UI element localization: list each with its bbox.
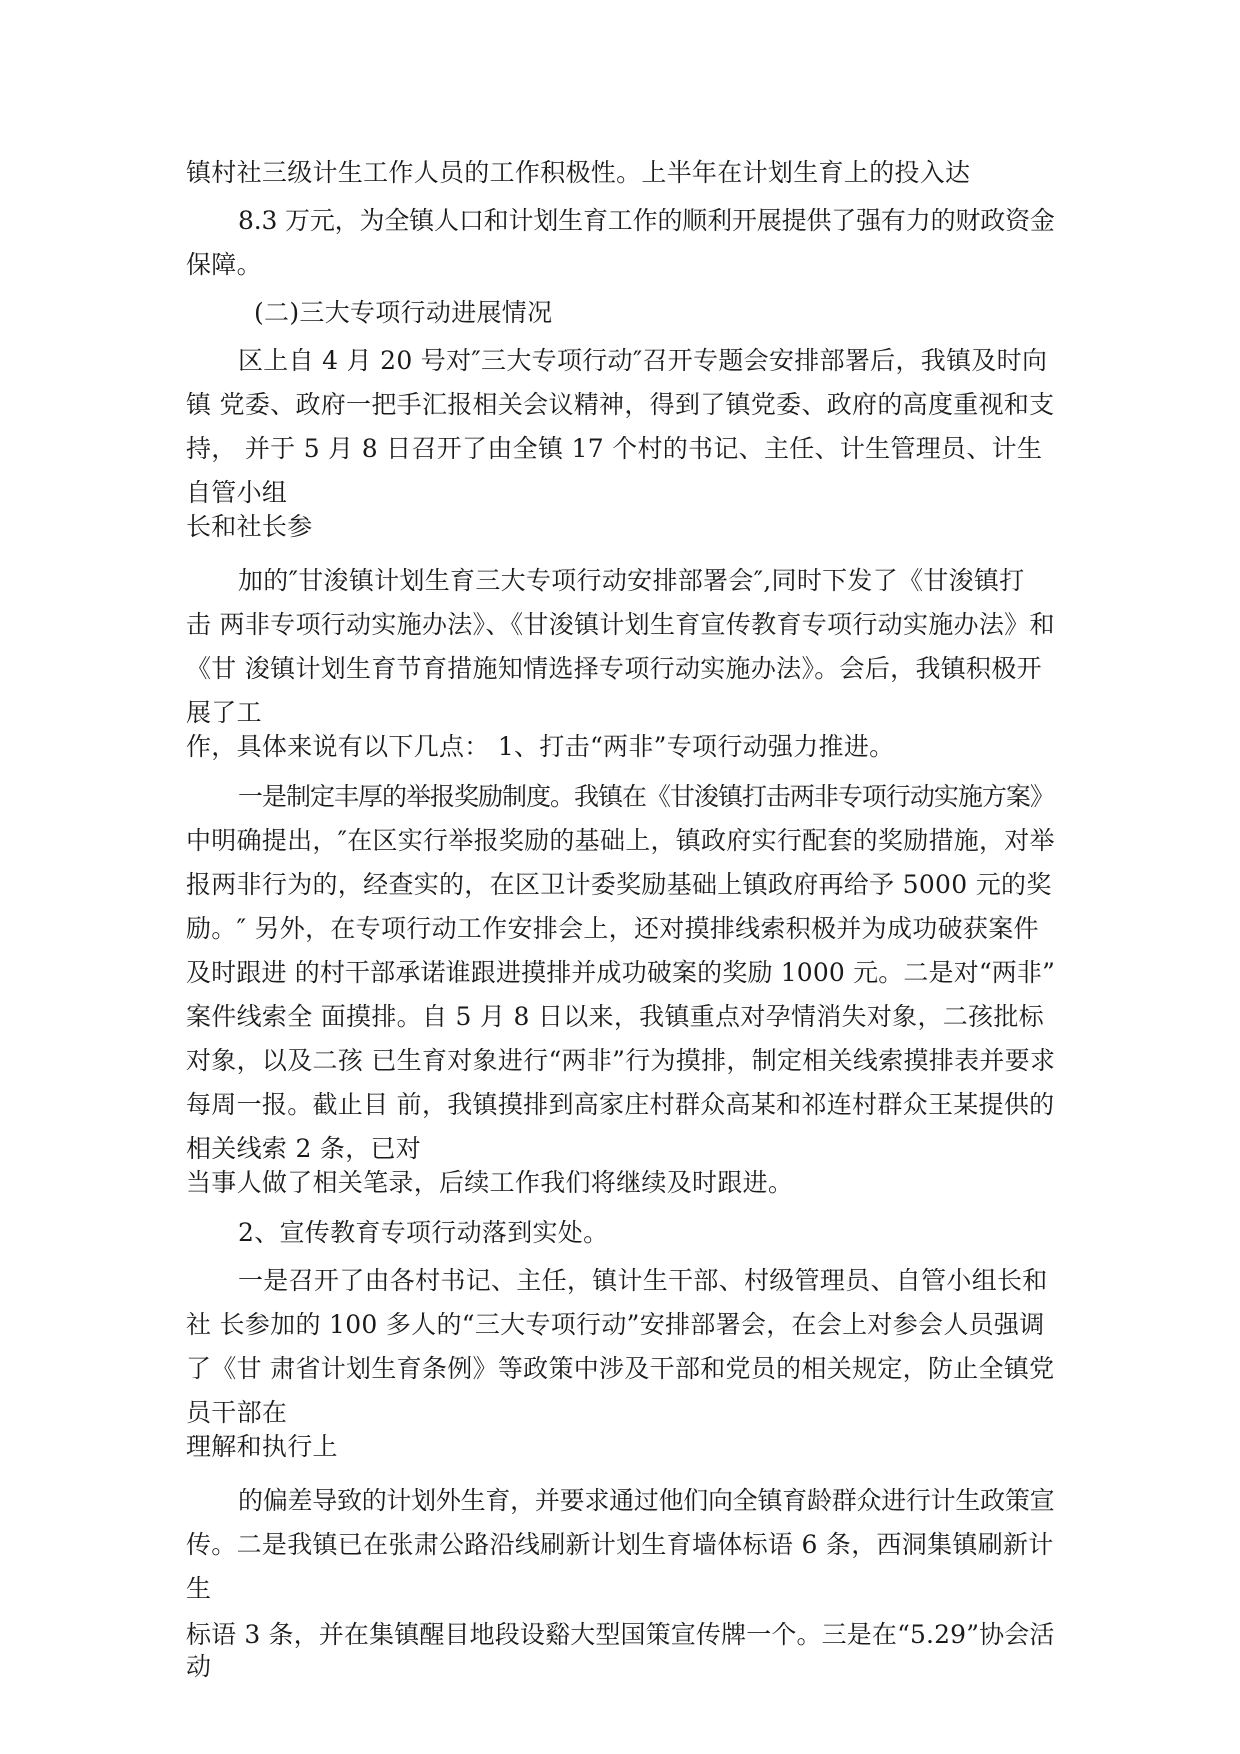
text-line: 展了工: [186, 698, 262, 727]
text-line: 理解和执行上: [186, 1432, 338, 1461]
text-line: 了《甘 肃省计划生育条例》等政策中涉及干部和党员的相关规定，防止全镇党: [186, 1354, 1055, 1383]
text-line: 一是制定丰厚的举报奖励制度。我镇在《甘浚镇打击两非专项行动实施方案》: [238, 782, 1054, 811]
text-line: 击 两非专项行动实施办法》、《甘浚镇计划生育宣传教育专项行动实施办法》和: [186, 610, 1055, 639]
text-line: 对象，以及二孩 已生育对象进行“两非”行为摸排，制定相关线索摸排表并要求: [186, 1046, 1056, 1075]
text-line: 一是召开了由各村书记、主任，镇计生干部、村级管理员、自管小组长和: [238, 1266, 1048, 1295]
text-line: 8.3 万元，为全镇人口和计划生育工作的顺利开展提供了强有力的财政资金: [238, 206, 1055, 235]
text-line: 社 长参加的 100 多人的“三大专项行动”安排部署会，在会上对参会人员强调: [186, 1310, 1045, 1339]
text-line: 加的″甘浚镇计划生育三大专项行动安排部署会″,同时下发了《甘浚镇打: [238, 566, 1025, 595]
text-line: 员干部在: [186, 1398, 288, 1427]
text-line: 镇村社三级计生工作人员的工作积极性。上半年在计划生育上的投入达: [186, 158, 971, 187]
text-line: 励。″ 另外，在专项行动工作安排会上，还对摸排线索积极并为成功破获案件: [186, 914, 1039, 943]
text-line: 中明确提出，″在区实行举报奖励的基础上，镇政府实行配套的奖励措施，对举: [186, 826, 1055, 855]
text-line: 及时跟进 的村干部承诺谁跟进摸排并成功破案的奖励 1000 元。二是对“两非”: [186, 958, 1056, 987]
text-line: 区上自 4 月 20 号对″三大专项行动″召开专题会安排部署后，我镇及时向: [238, 346, 1048, 375]
text-line: 案件线索全 面摸排。自 5 月 8 日以来，我镇重点对孕情消失对象，二孩批标: [186, 1002, 1044, 1031]
text-line: 的偏差导致的计划外生育，并要求通过他们向全镇育龄群众进行计生政策宣: [238, 1486, 1055, 1515]
text-line: 标语 3 条，并在集镇醒目地段设谿大型国策宣传牌一个。三是在“5.29”协会活: [186, 1620, 1055, 1649]
text-line: 每周一报。截止目 前，我镇摸排到高家庄村群众高某和祁连村群众王某提供的: [186, 1090, 1055, 1119]
text-line: 镇 党委、政府一把手汇报相关会议精神，得到了镇党委、政府的高度重视和支: [186, 390, 1055, 419]
text-line: 生: [186, 1574, 212, 1603]
text-line: 报两非行为的，经查实的，在区卫计委奖励基础上镇政府再给予 5000 元的奖: [186, 870, 1052, 899]
text-line: 动: [186, 1652, 212, 1681]
subsection-heading: 2、宣传教育专项行动落到实处。: [238, 1218, 609, 1247]
text-line: 保障。: [186, 250, 262, 279]
text-line: 长和社长参: [186, 512, 313, 541]
text-line: 持， 并于 5 月 8 日召开了由全镇 17 个村的书记、主任、计生管理员、计生: [186, 434, 1043, 463]
text-line: 作，具体来说有以下几点： 1、打击“两非”专项行动强力推进。: [186, 732, 895, 761]
section-heading: (二)三大专项行动进展情况: [254, 298, 553, 327]
text-line: 传。二是我镇已在张肃公路沿线刷新计划生育墙体标语 6 条，西洞集镇刷新计: [186, 1530, 1054, 1559]
text-line: 相关线索 2 条，已对: [186, 1134, 422, 1163]
text-line: 自管小组: [186, 478, 288, 507]
text-line: 《甘 浚镇计划生育节育措施知情选择专项行动实施办法》。会后，我镇积极开: [186, 654, 1042, 683]
text-line: 当事人做了相关笔录，后续工作我们将继续及时跟进。: [186, 1168, 794, 1197]
